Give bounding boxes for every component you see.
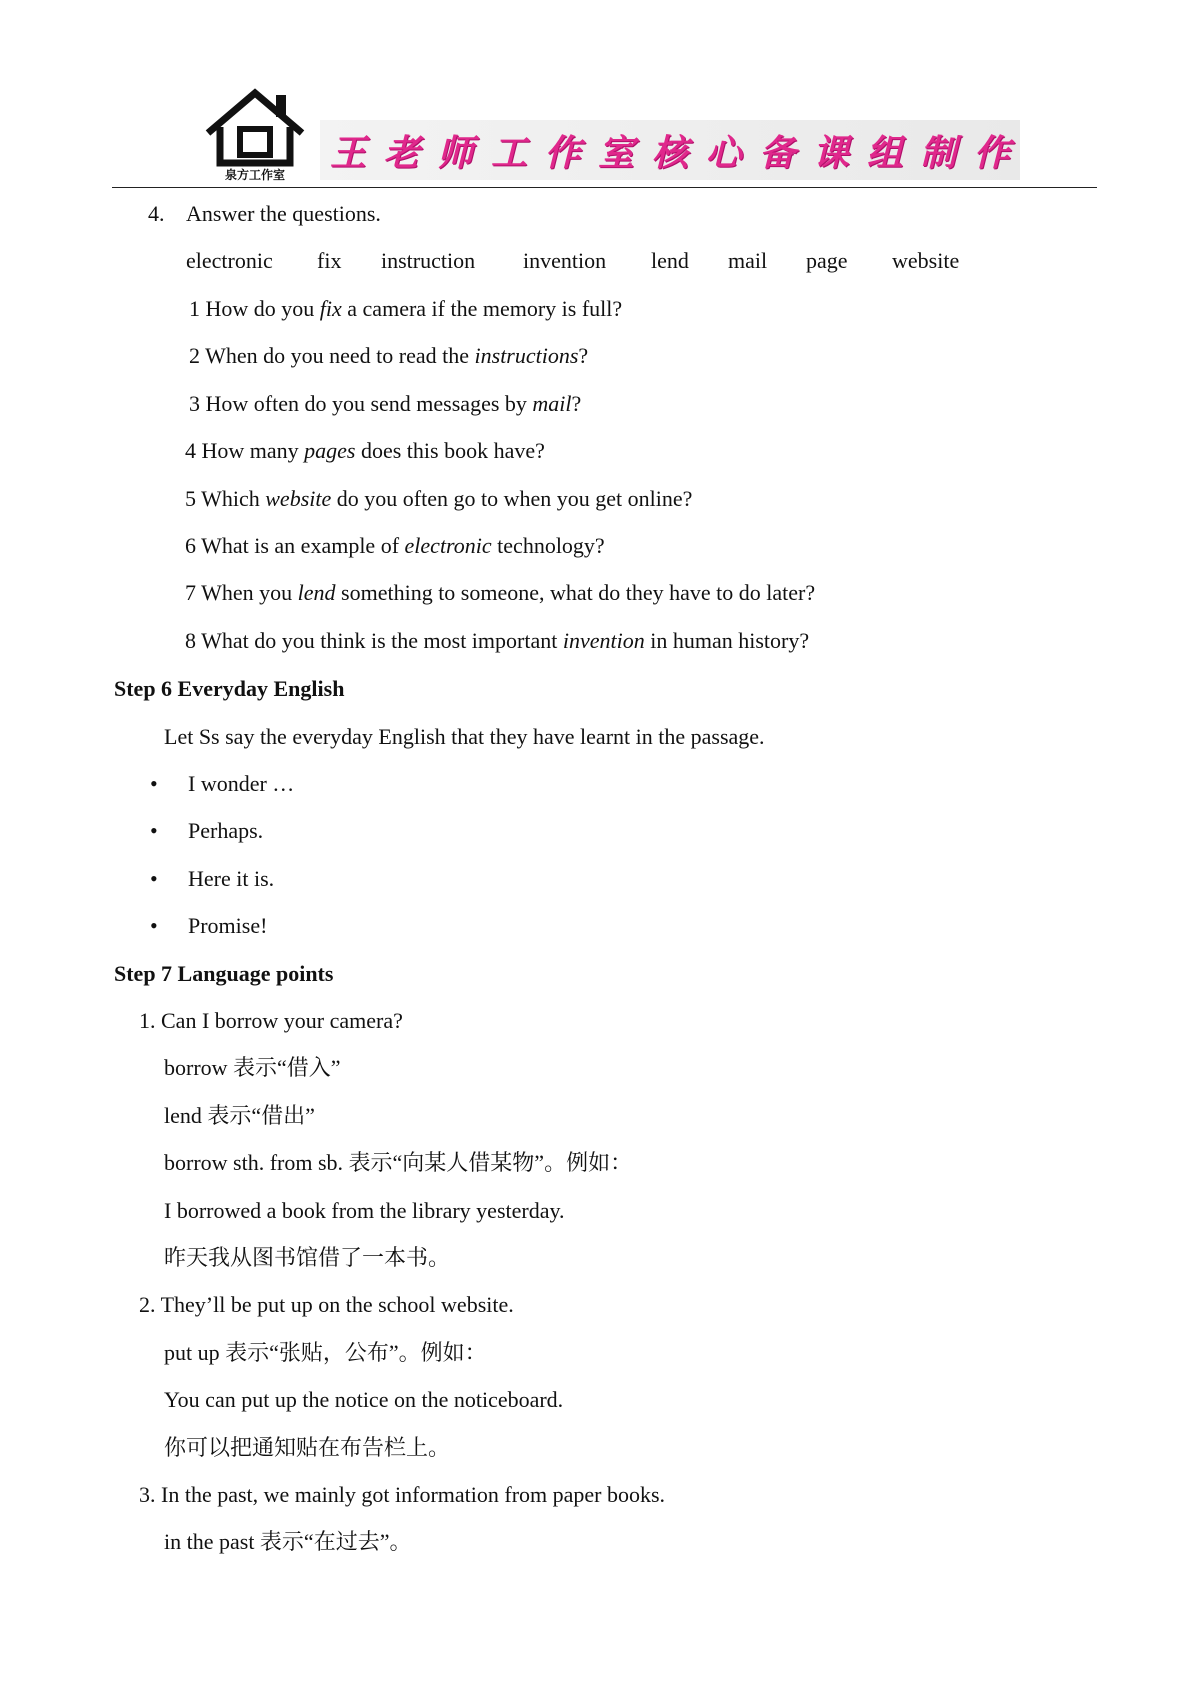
banner-char: 王	[330, 132, 367, 174]
house-logo-icon	[200, 85, 310, 183]
step6-intro: Let Ss say the everyday English that they have learnt in the passage.	[164, 724, 765, 749]
question-keyword: invention	[562, 628, 645, 653]
question-text: do you often go to when you get online?	[331, 486, 693, 511]
banner-char: 课	[812, 132, 849, 174]
question-text: 5 Which	[185, 486, 266, 511]
language-point-line: in the past 表示“在过去”。	[164, 1529, 412, 1554]
banner-title	[320, 120, 1020, 180]
question-keyword: website	[265, 486, 332, 511]
language-point-line: You can put up the notice on the noticeboard.	[164, 1387, 564, 1412]
banner-char: 室	[598, 132, 635, 174]
step6-heading: Step 6 Everyday English	[114, 676, 345, 701]
bullet-icon: •	[150, 866, 158, 891]
question-keyword: fix	[319, 296, 342, 321]
everyday-english-item: Here it is.	[188, 866, 275, 891]
language-point-line: 你可以把通知贴在布告栏上。	[164, 1435, 451, 1460]
question-text: 2 When do you need to read the	[189, 343, 475, 368]
word-bank-item: mail	[728, 248, 768, 273]
banner-char: 备	[759, 132, 796, 174]
banner-char: 作	[544, 132, 581, 174]
word-bank-item: page	[806, 248, 848, 273]
step7-heading: Step 7 Language points	[114, 961, 334, 986]
question-text: something to someone, what do they have to do later?	[335, 580, 816, 605]
question-item	[185, 578, 815, 608]
banner-char: 制	[920, 132, 957, 174]
question-item	[189, 341, 588, 371]
q4-title: Answer the questions.	[186, 201, 381, 226]
language-point-line: 昨天我从图书馆借了一本书。	[164, 1245, 451, 1270]
banner-char: 核	[651, 132, 688, 174]
question-keyword: mail	[532, 391, 572, 416]
question-item	[185, 626, 809, 656]
q4-number: 4.	[148, 201, 165, 226]
banner-char: 作	[973, 132, 1010, 174]
word-bank-item: website	[892, 248, 960, 273]
language-point-line: I borrowed a book from the library yesterday.	[164, 1198, 565, 1223]
language-point-line: lend 表示“借出”	[164, 1103, 315, 1128]
question-text: 1 How do you	[189, 296, 320, 321]
bullet-icon: •	[150, 771, 158, 796]
question-item	[185, 531, 605, 561]
question-keyword: pages	[304, 438, 356, 463]
language-point-title: 1. Can I borrow your camera?	[139, 1008, 403, 1033]
banner-char: 组	[866, 132, 903, 174]
question-text: technology?	[491, 533, 605, 558]
language-point-title: 2. They’ll be put up on the school website.	[139, 1292, 514, 1317]
language-point-title: 3. In the past, we mainly got information from paper books.	[139, 1482, 666, 1507]
question-text: 3 How often do you send messages by	[189, 391, 533, 416]
word-bank-item: invention	[523, 248, 607, 273]
word-bank-item: instruction	[381, 248, 476, 273]
question-item	[189, 389, 581, 419]
question-text: 4 How many	[185, 438, 305, 463]
banner-char: 工	[490, 132, 527, 174]
question-keyword: instructions	[474, 343, 579, 368]
everyday-english-item: I wonder …	[188, 771, 295, 796]
question-text: 7 When you	[185, 580, 298, 605]
bullet-icon: •	[150, 818, 158, 843]
language-point-line: borrow 表示“借入”	[164, 1055, 341, 1080]
everyday-english-item: Promise!	[188, 913, 268, 938]
word-bank-item: lend	[651, 248, 689, 273]
question-keyword: lend	[297, 580, 336, 605]
everyday-english-item: Perhaps.	[188, 818, 264, 843]
header-divider	[112, 187, 1097, 188]
word-bank-item: electronic	[186, 248, 273, 273]
question-text: in human history?	[644, 628, 810, 653]
language-point-line: put up 表示“张贴，公布”。例如：	[164, 1340, 487, 1365]
question-text: 8 What do you think is the most important	[185, 628, 563, 653]
banner-char: 心	[705, 132, 742, 174]
document-header	[0, 0, 1200, 190]
bullet-icon: •	[150, 913, 158, 938]
question-text: ?	[578, 343, 589, 368]
question-item	[189, 294, 622, 324]
question-item	[185, 436, 545, 466]
logo-caption: 泉方工作室	[224, 168, 286, 182]
banner-char: 师	[437, 132, 474, 174]
question-item	[185, 484, 692, 514]
language-point-line: borrow sth. from sb. 表示“向某人借某物”。例如：	[164, 1150, 633, 1175]
question-text: a camera if the memory is full?	[341, 296, 623, 321]
banner-char: 老	[383, 132, 420, 174]
question-text: ?	[571, 391, 582, 416]
word-bank-item: fix	[317, 248, 342, 273]
question-text: 6 What is an example of	[185, 533, 405, 558]
question-keyword: electronic	[404, 533, 492, 558]
question-text: does this book have?	[355, 438, 545, 463]
